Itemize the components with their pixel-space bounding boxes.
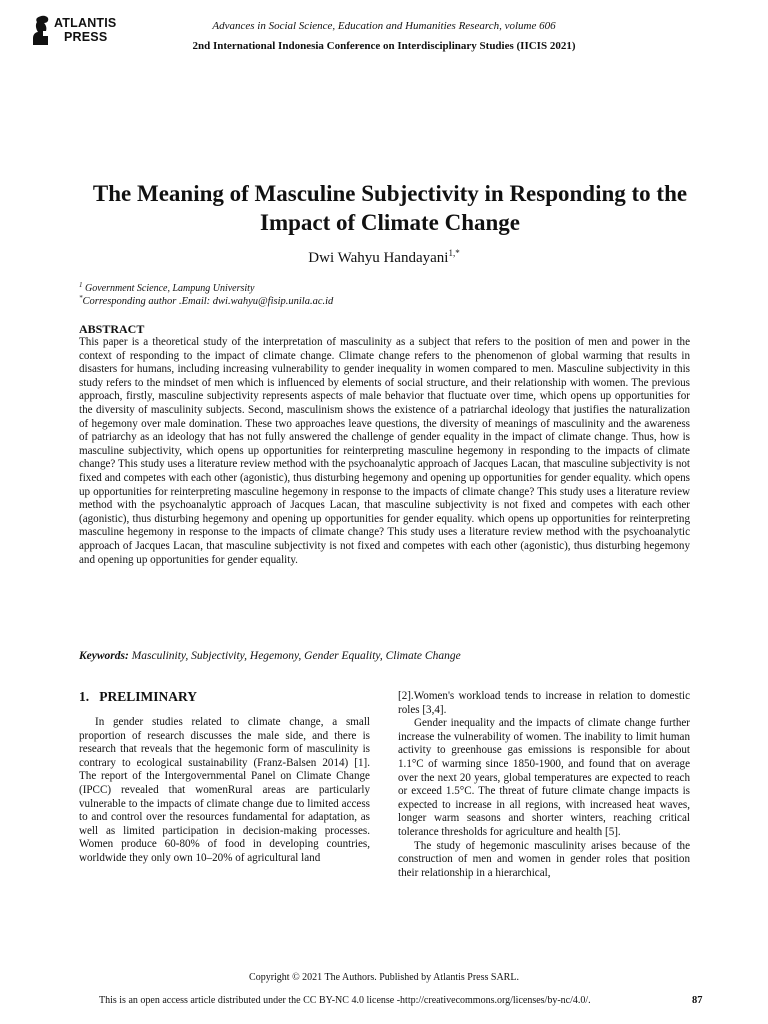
page-number: 87: [692, 995, 703, 1006]
conference-name: 2nd International Indonesia Conference on Interdisciplinary Studies (IICIS 2021): [192, 40, 576, 52]
paragraph: [2].Women's workload tends to increase in relation to domestic roles [3,4].: [398, 690, 690, 716]
corresponding-author: [79, 292, 333, 308]
paragraph: Gender inequality and the impacts of climate change further increase the vulnerability of women. The inability to limit human activity to greenhouse gas emissions is responsible for about 1.1°C of warming since 1850-1900, and found that on average over the next 20 years, global temperatures are expected to reach or exceed 1.5°C. The threat of future climate change impacts is expected to increase in all regions, with increased heat waves, longer warm seasons and shorter winters, reaching critical tolerance thresholds for agriculture and health [5].: [398, 717, 690, 838]
journal-name: Advances in Social Science, Education and Humanities Research, volume 606: [212, 20, 556, 32]
paper-title: The Meaning of Masculine Subjectivity in Responding to the Impact of Climate Change: [92, 181, 688, 235]
abstract-heading: ABSTRACT: [79, 322, 145, 336]
author-name: Dwi Wahyu Handayani: [308, 250, 449, 266]
logo-wordmark-bottom: PRESS: [64, 30, 108, 44]
paragraph: The study of hegemonic masculinity arises because of the construction of men and women in gender roles that position their relationship in a hierarchical,: [398, 839, 690, 879]
keywords-line: [79, 649, 461, 663]
author-line: [0, 244, 768, 267]
logo-wordmark-top: ATLANTIS: [54, 16, 117, 30]
copyright-notice: Copyright © 2021 The Authors. Published by Atlantis Press SARL.: [249, 972, 519, 983]
corresponding-mark: *: [79, 294, 83, 302]
abstract-text: This paper is a theoretical study of the interpretation of masculinity as a subject that refers to the position of men and power in the context of responding to the impact of climate change. Climate change refers to the phenomenon of global warming that results in disasters for humans, including increasing vulnerability to gender inequality in women compared to men. Masculine subjectivity in this study refers to the mindset of men which is influenced by elements of social structure, and their relationship with women. The previous approach, firstly, masculine subjectivity represents aspects of male behavior that fluctuate over time, which opens up opportunities for the diversity of masculinity subjects. Second, masculinism shows the existence of a patriarchal ideology that justifies the naturalization of hegemony over male domination. These two approaches leave questions, the diversity of meanings of masculinity and the awareness of patriarchy as an ideology that has not fully answered the challenge of gender equality in the impact of climate change. Thus, how is masculine subjectivity, which opens up opportunities for reinterpreting masculine hegemony in responding to the impacts of climate change? This study uses a literature review method with the psychoanalytic approach of Jacques Lacan, that masculine subjectivity is not fixed and competes with each other (agonistic), thus disturbing hegemony and opening up opportunities for gender equality. which opens up opportunities for reinterpreting masculine hegemony in response to the impacts of climate change? This study uses a literature review method with the psychoanalytic approach of Jacques Lacan, that masculine subjectivity is not fixed and competes with each other (agonistic), thus disturbing hegemony and opening up opportunities for gender equality. which opens up opportunities for reinterpreting masculine hegemony in response to the impacts of climate change? This study uses a literature review method with the psychoanalytic approach of Jacques Lacan, that masculine subjectivity is not fixed and competes with each other (agonistic), thus disturbing hegemony and opening up opportunities for gender equality.: [79, 336, 690, 566]
left-column: [79, 716, 370, 866]
right-column: [398, 690, 690, 880]
affiliation-mark: 1: [79, 281, 83, 289]
keywords-label: Keywords:: [79, 650, 129, 662]
affiliation-text: Government Science, Lampung University: [82, 283, 255, 294]
section-heading: 1. PRELIMINARY: [79, 689, 198, 704]
license-notice: This is an open access article distributed under the CC BY-NC 4.0 license -http://creativecommons.org/licenses/by-nc/4.0/.: [99, 995, 591, 1006]
paragraph: In gender studies related to climate change, a small proportion of research discusses the male side, and there is research that reveals that the hegemonic form of masculinity is contrary to ecological sustainability (Franz-Balsen 2014) [1]. The report of the Intergovernmental Panel on Climate Change (IPCC) revealed that womenRural areas are particularly vulnerable to the impacts of climate change due to limited access to and control over the resources fundamental for adaptation, as well as limited participation in decision-making processes. Women produce 60-80% of food in developing countries, worldwide they only own 10–20% of agricultural land: [79, 716, 370, 864]
author-affiliation-mark: 1,*: [448, 248, 460, 258]
keywords-text: Masculinity, Subjectivity, Hegemony, Gender Equality, Climate Change: [128, 650, 461, 662]
corresponding-text: Corresponding author .Email: dwi.wahyu@fisip.unila.ac.id: [82, 296, 334, 307]
